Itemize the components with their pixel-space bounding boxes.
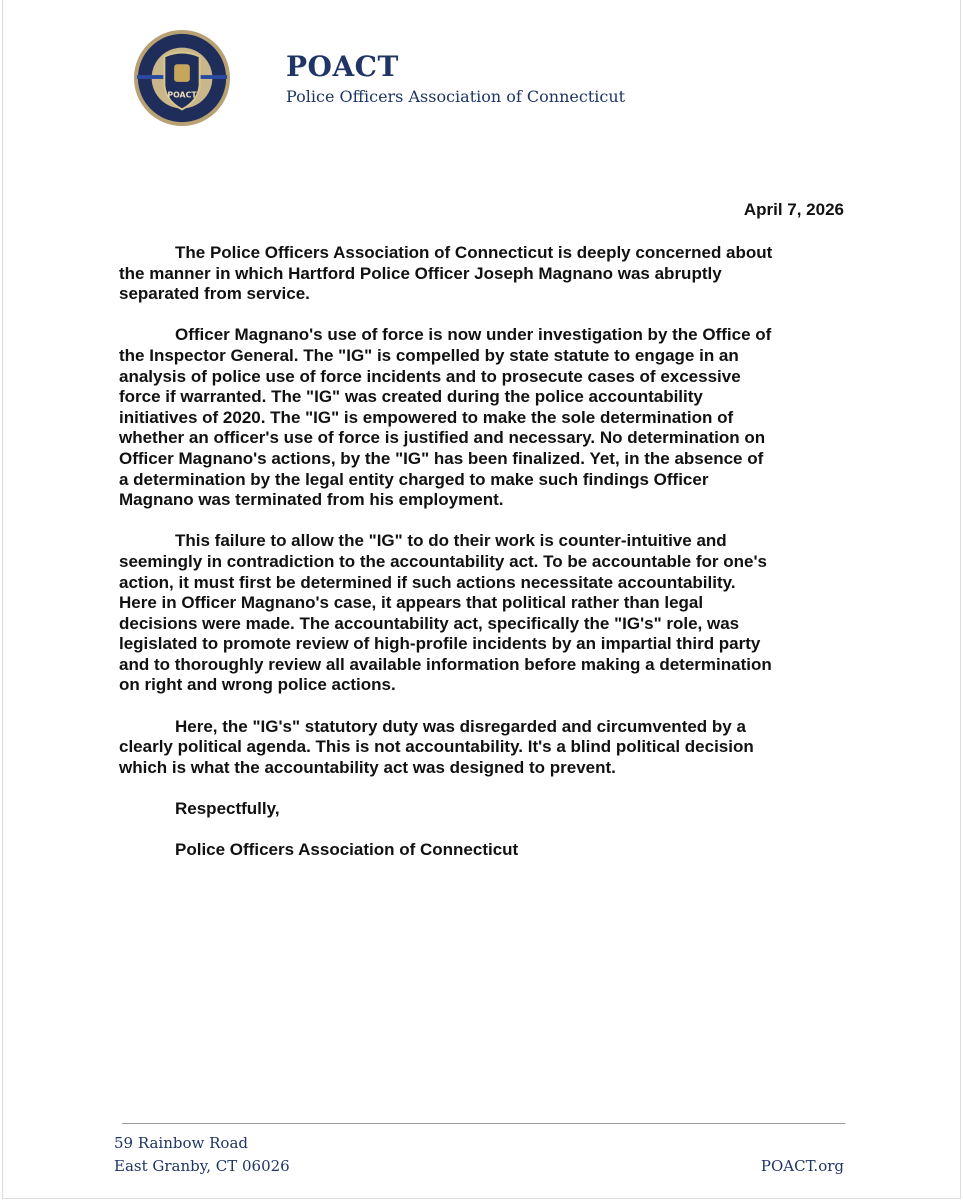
text-line: decisions were made. The accountability act, specifically the "IG's" role, was [119, 613, 740, 633]
org-abbreviation: POACT [286, 50, 399, 83]
text-line: clearly political agenda. This is not accountability. It's a blind political decision [119, 737, 754, 757]
letter-page [2, 0, 961, 1199]
text-line: whether an officer's use of force is justified and necessary. No determination on [119, 428, 766, 448]
org-full-name: Police Officers Association of Connecticut [286, 87, 626, 106]
footer-address [114, 1132, 290, 1178]
text-line: force if warranted. The "IG" was created during the police accountability [119, 387, 703, 407]
text-line: and to thoroughly review all available information before making a determination [119, 654, 772, 674]
letter-body [119, 243, 859, 881]
address-line-2: East Granby, CT 06026 [114, 1157, 290, 1175]
text-line: initiatives of 2020. The "IG" is empowered to make the sole determination of [119, 407, 734, 427]
text-line: This failure to allow the "IG" to do their work is counter-intuitive and [175, 531, 727, 551]
text-line: Here in Officer Magnano's case, it appears that political rather than legal [119, 593, 704, 613]
poact-seal-logo [133, 28, 231, 128]
text-line: analysis of police use of force incidents and to prosecute cases of excessive [119, 366, 741, 386]
paragraph [119, 325, 859, 510]
text-line: Officer Magnano's use of force is now under investigation by the Office of [175, 325, 772, 345]
footer-divider [122, 1123, 845, 1124]
text-line: separated from service. [119, 284, 310, 304]
paragraph [119, 243, 859, 305]
text-line: seemingly in contradiction to the accountability act. To be accountable for one's [119, 551, 767, 571]
text-line: Magnano was terminated from his employment. [119, 490, 504, 510]
svg-text:POACT: POACT [167, 90, 197, 100]
signature: Police Officers Association of Connecticut [175, 840, 519, 860]
letter-date: April 7, 2026 [743, 200, 844, 219]
org-header [286, 52, 625, 106]
text-line: the manner in which Hartford Police Officer Joseph Magnano was abruptly [119, 263, 722, 283]
text-line: action, it must first be determined if such actions necessitate accountability. [119, 572, 736, 592]
text-line: Officer Magnano's actions, by the "IG" has been finalized. Yet, in the absence of [119, 448, 764, 468]
text-line: the Inspector General. The "IG" is compelled by state statute to engage in an [119, 345, 739, 365]
address-line-1: 59 Rainbow Road [114, 1134, 249, 1152]
text-line: The Police Officers Association of Connecticut is deeply concerned about [175, 243, 773, 262]
text-line: Here, the "IG's" statutory duty was disregarded and circumvented by a [175, 716, 746, 736]
text-line: legislated to promote review of high-profile incidents by an impartial third party [119, 634, 761, 654]
paragraph [119, 717, 859, 779]
footer-website-link[interactable]: POACT.org [760, 1157, 844, 1175]
closing: Respectfully, [175, 799, 280, 819]
text-line: a determination by the legal entity charged to make such findings Officer [119, 469, 709, 489]
paragraph [119, 531, 859, 696]
text-line: on right and wrong police actions. [119, 675, 396, 695]
text-line: which is what the accountability act was designed to prevent. [119, 757, 616, 777]
